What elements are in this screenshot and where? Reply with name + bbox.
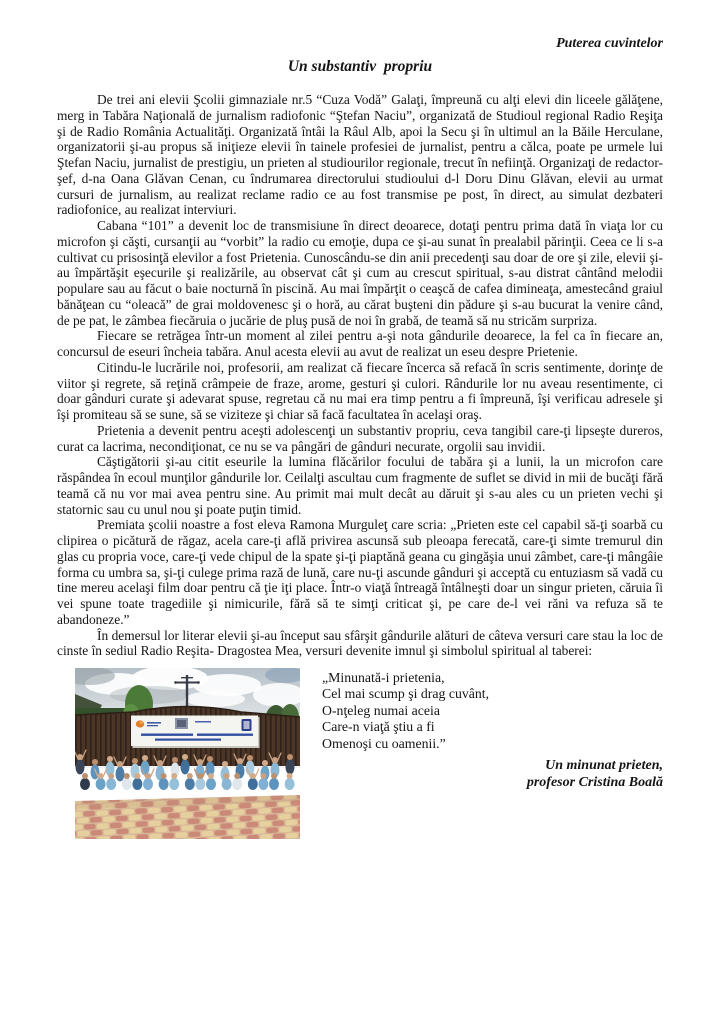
paragraph: Fiecare se retrăgea într-un moment al zilei pentru a-şi nota gândurile deoarece, la fel ca în fiecare an, concursul de eseuri încheia tabăra. Anul acesta elevii au avut de realizat un eseu despre Prietenie.: [57, 328, 663, 359]
bottom-section: [57, 668, 663, 839]
paragraph: Citindu-le lucrările noi, profesorii, am realizat că fiecare încerca să refacă în scris sentimente, dorinţe de viitor şi regrete, să reţină crâmpeie de fraze, arome, gesturi şi culori. Rândurile lor nu aveau resentimente, ci doar gânduri curate şi adevarat spuse, regretau că nu mai era timp pentru a fi împreună, îşi verificau adresele şi îşi promiteau să se sune, să se viziteze şi chiar să facă facultatea în acelaşi oraş.: [57, 359, 663, 422]
paragraph: Cabana “101” a devenit loc de transmisiune în direct deoarece, dotaţi pentru prima dată în viaţa lor cu microfon şi căşti, cursanţii au “vorbit” la radio cu emoţie, dupa ce şi-au sunat în prealabil părinţii. Ceea ce li s-a cultivat cu prisosinţă elevilor a fost Prietenia. Cunoscându-se din anii precedenţi sau doar de ore şi zile, elevii şi-au împărtăşit eşecurile şi realizările, au observat cât şi cum au crescut spiritual, s-au distrat cântând melodii populare sau au făcut o baie nocturnă în piscină. Au mai împărţit o ceaşcă de cafea dimineaţa, amestecând graiul bănăţean cu “oleacă” de grai moldovenesc şi o horă, au cărat buşteni din pădure şi s-au bucurat la venire când, de pe pat, le zâmbea fiecăruia o jucărie de pluş pusă de noi în grabă, de teamă să nu stricăm surpriza.: [57, 218, 663, 328]
paragraph: Prietenia a devenit pentru aceşti adolescenţi un substantiv propriu, ceva tangibil care-ţi lipseşte dureros, curat ca lacrima, necondiţionat, ce nu se va pângări de gânduri necurate, orgolii sau invidii.: [57, 422, 663, 454]
paragraph: Premiata şcolii noastre a fost eleva Ramona Murguleţ care scria: „Prieten este cel capabil să-ţi soarbă cu clipirea o picătură de răgaz, acela care-ţi află privirea ascunsă sub pleoapa ferecată, care-ţi simte tremurul din glas cu propria voce, care-ţi vede chipul de la spate şi-ţi piaptănă geana cu gingăşia unui zâmbet, care-ţi mângâie forma cu umbra sa, şi-ţi culege prima rază de lună, care nu-ţi ascunde gânduri şi acceptă cu entuziasm să vadă cu tine mereu acelaşi film doar pentru că ţie iţi place. Într-o viaţă întreagă întâlneşti doar un singur prieten, căruia îi vei spune toate tragediile şi nimicurile, fără să te simţi criticat şi, pe care de-l vei răni va refuza să te abandoneze.”: [57, 517, 663, 627]
poem-line: O-nţeleg numai aceia: [322, 702, 440, 718]
camp-group-photo: [75, 668, 300, 839]
paragraph: În demersul lor literar elevii şi-au început sau sfârşit gândurile alături de câteva versuri care stau la loc de cinste în sediul Radio Reşita- Dragostea Mea, versuri devenite imnul şi simbolul spiritual al taberei:: [57, 627, 663, 659]
document-content: [57, 36, 663, 839]
signature-block: [322, 758, 663, 791]
poem: [322, 670, 663, 752]
page-title: Un substantiv propriu: [287, 58, 433, 75]
signature-line: Un minunat prieten,: [545, 758, 663, 774]
poem-line: Cel mai scump şi drag cuvânt,: [322, 686, 490, 702]
signature-line: profesor Cristina Boală: [526, 774, 663, 790]
page-header-kicker: Puterea cuvintelor: [556, 36, 663, 51]
paragraph: Căştigătorii şi-au citit eseurile la lumina flăcărilor focului de tabăra şi a lunii, la un microfon care răspândea în ecoul munţilor gândurile lor. Ceilalţi ascultau cum fragmente de suflet se divid in mii de bucăţi fără teamă că nu vor mai avea pentru sine. Au primit mai mult decât au dăruit şi s-au ales cu un prieten vechi şi statornic sau cu unul nou şi poate puţin timid.: [57, 454, 663, 517]
paragraph: De trei ani elevii Şcolii gimnaziale nr.5 “Cuza Vodă” Galaţi, împreună cu alţi elevi din liceele gălăţene, merg in Tabăra Naţională de jurnalism radiofonic “Ştefan Naciu”, organizată de Studioul regional Radio Reşiţa şi de Radio România Actualităţi. Organizată întâi la Râul Alb, apoi la Secu şi în ultimul an la Băile Herculane, organizatorii şi-au propus să iniţieze elevii în tainele profesiei de jurnalist, pentru a călca, poate pe urmele lui Ştefan Naciu, jurnalist de prestigiu, un prieten al studiourilor regionale, trecut în nefiinţă. Organizaţi de redactor-şef, d-na Oana Glăvan Cenan, cu îndrumarea directorului studioului d-l Doru Dinu Glăvan, elevii au urmat cursuri de jurnalism, au realizat reclame radio ce au fost transmise pe post, în direct, au simulat dezbateri radiofonice, au realizat interviuri.: [57, 92, 663, 218]
poem-line: „Minunată-i prietenia,: [322, 670, 445, 685]
poem-line: Care-n viaţă ştiu a fi: [322, 719, 435, 735]
article-body: [57, 92, 663, 659]
camp-group-photo-art: [75, 668, 300, 839]
poem-column: [300, 668, 663, 839]
poem-line: Omenoşi cu oamenii.”: [322, 735, 446, 751]
